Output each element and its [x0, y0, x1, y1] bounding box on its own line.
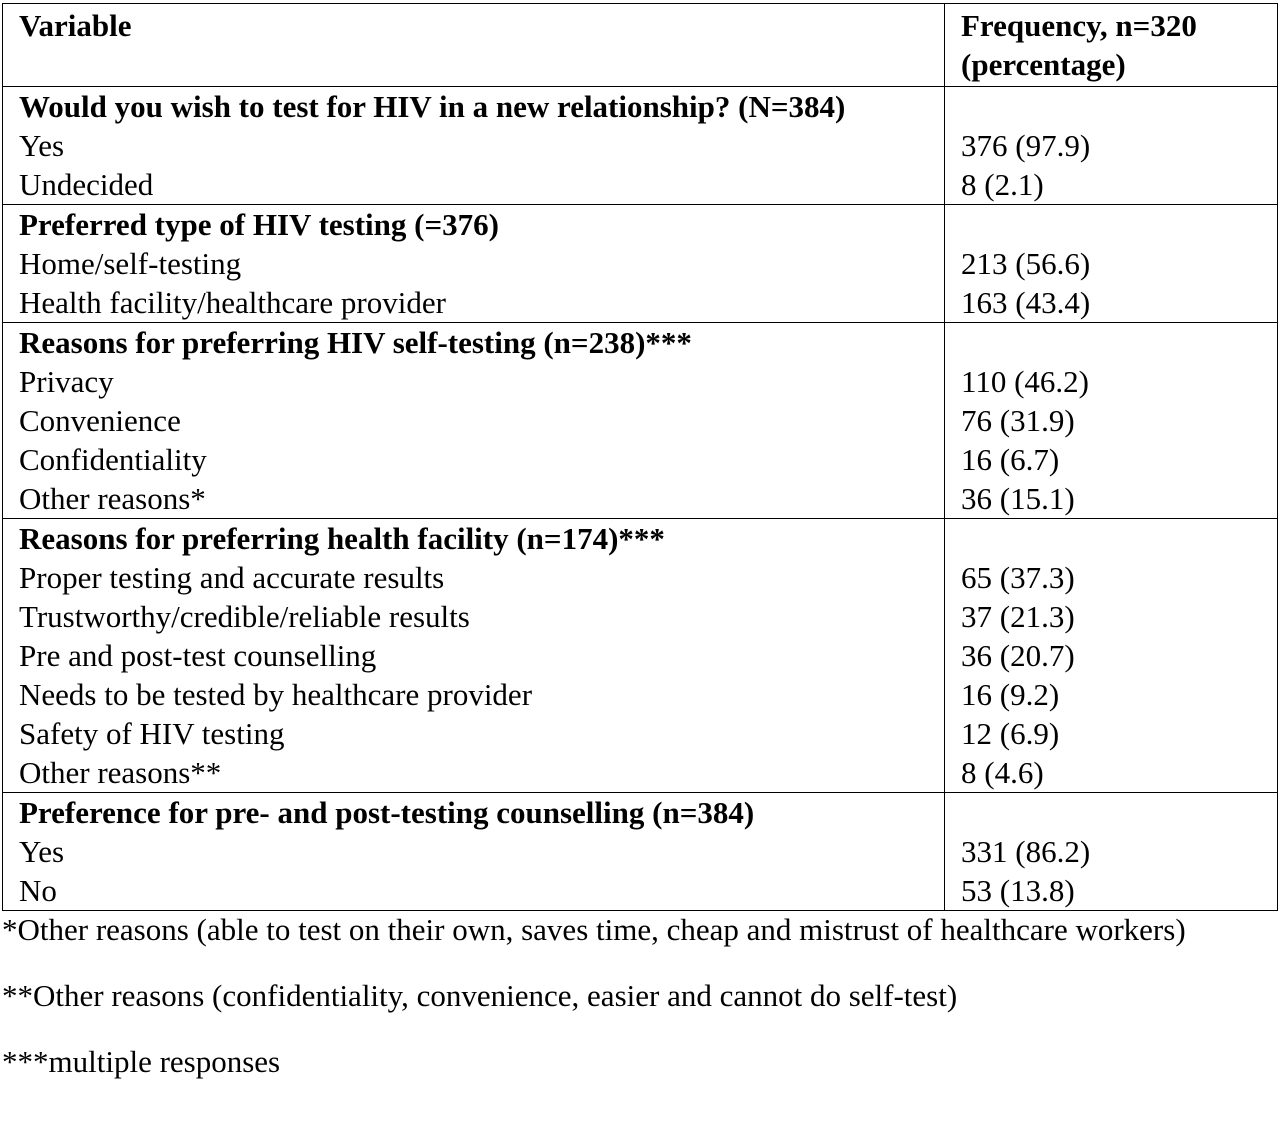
section-test-new-relationship — [3, 87, 1278, 205]
section-title-row — [3, 205, 1278, 245]
row-label: Proper testing and accurate results — [3, 558, 945, 597]
section-health-facility-reasons — [3, 519, 1278, 793]
row-value: 76 (31.9) — [945, 401, 1278, 440]
row-label: Safety of HIV testing — [3, 714, 945, 753]
section-preferred-testing-type — [3, 205, 1278, 323]
row-label: Yes — [3, 126, 945, 165]
section-title: Reasons for preferring health facility (n=174)*** — [3, 519, 945, 559]
section-counselling-preference — [3, 793, 1278, 911]
row-label: Home/self-testing — [3, 244, 945, 283]
row-value: 163 (43.4) — [945, 283, 1278, 323]
row-label: Health facility/healthcare provider — [3, 283, 945, 323]
row-label: Privacy — [3, 362, 945, 401]
table-row — [3, 832, 1278, 871]
row-value: 16 (6.7) — [945, 440, 1278, 479]
row-label: Other reasons** — [3, 753, 945, 793]
section-title: Preferred type of HIV testing (=376) — [3, 205, 945, 245]
row-value: 36 (20.7) — [945, 636, 1278, 675]
row-label: Yes — [3, 832, 945, 871]
table-row — [3, 401, 1278, 440]
row-value: 213 (56.6) — [945, 244, 1278, 283]
table-row — [3, 244, 1278, 283]
table-row — [3, 126, 1278, 165]
row-label: Other reasons* — [3, 479, 945, 519]
footnote-other-reasons-facility: **Other reasons (confidentiality, convenience, easier and cannot do self-test) — [2, 978, 958, 1013]
table-row — [3, 362, 1278, 401]
footnote-multiple-responses: ***multiple responses — [2, 1044, 281, 1079]
header-frequency: Frequency, n=320 (percentage) — [945, 4, 1278, 87]
section-title: Reasons for preferring HIV self-testing (n=238)*** — [3, 323, 945, 363]
row-value: 65 (37.3) — [945, 558, 1278, 597]
header-row — [3, 4, 1278, 87]
table-row — [3, 440, 1278, 479]
header-variable: Variable — [3, 4, 945, 87]
section-title: Preference for pre- and post-testing counselling (n=384) — [3, 793, 945, 833]
section-self-testing-reasons — [3, 323, 1278, 519]
section-title-row — [3, 323, 1278, 363]
row-value: 376 (97.9) — [945, 126, 1278, 165]
hiv-testing-table — [2, 3, 1278, 911]
row-value: 16 (9.2) — [945, 675, 1278, 714]
row-value: 8 (4.6) — [945, 753, 1278, 793]
table-row — [3, 871, 1278, 911]
footnotes — [2, 910, 1262, 1108]
row-value: 37 (21.3) — [945, 597, 1278, 636]
table-row — [3, 558, 1278, 597]
row-label: Trustworthy/credible/reliable results — [3, 597, 945, 636]
row-label: No — [3, 871, 945, 911]
section-title-row — [3, 519, 1278, 559]
section-title: Would you wish to test for HIV in a new relationship? (N=384) — [3, 87, 945, 127]
table-row — [3, 283, 1278, 323]
section-title-row — [3, 87, 1278, 127]
row-label: Pre and post-test counselling — [3, 636, 945, 675]
row-value: 12 (6.9) — [945, 714, 1278, 753]
row-value: 36 (15.1) — [945, 479, 1278, 519]
table-row — [3, 597, 1278, 636]
table-row — [3, 636, 1278, 675]
row-label: Convenience — [3, 401, 945, 440]
table-row — [3, 165, 1278, 205]
row-value: 331 (86.2) — [945, 832, 1278, 871]
row-label: Undecided — [3, 165, 945, 205]
row-value: 8 (2.1) — [945, 165, 1278, 205]
footnote-other-reasons-self: *Other reasons (able to test on their own, saves time, cheap and mistrust of healthcare workers) — [2, 912, 1186, 947]
row-value: 110 (46.2) — [945, 362, 1278, 401]
section-title-row — [3, 793, 1278, 833]
row-label: Needs to be tested by healthcare provider — [3, 675, 945, 714]
row-value: 53 (13.8) — [945, 871, 1278, 911]
table-row — [3, 753, 1278, 793]
table-row — [3, 479, 1278, 519]
table-row — [3, 714, 1278, 753]
table-row — [3, 675, 1278, 714]
row-label: Confidentiality — [3, 440, 945, 479]
